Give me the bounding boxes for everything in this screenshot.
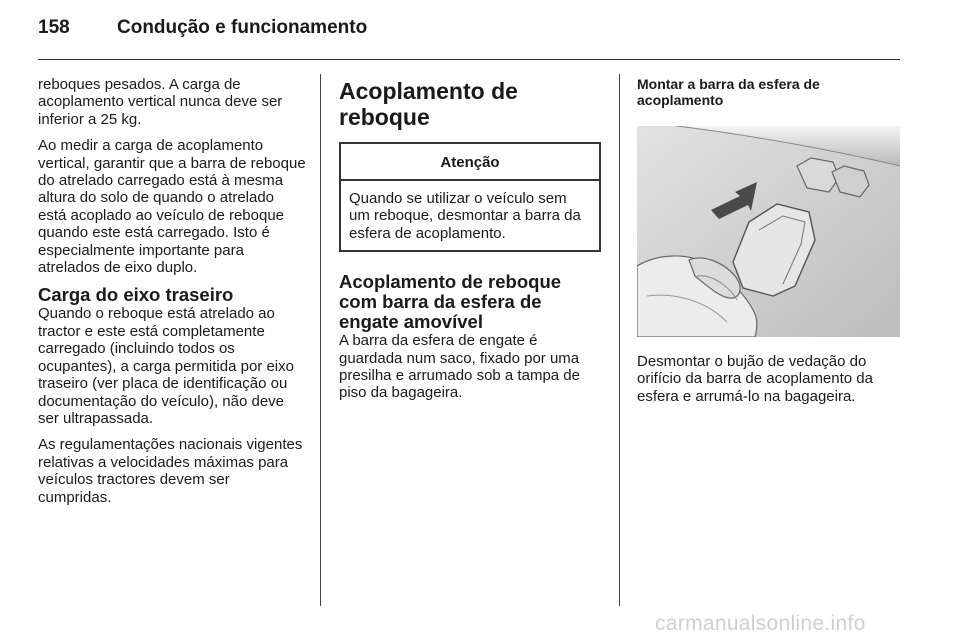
figure-caption: Desmontar o bujão de vedação do orifício da barra de acoplamento da esfera e arrumá-lo na bagageira. — [637, 353, 873, 405]
paragraph: As regulamentações nacionais vigentes relativas a velocidades máximas para veículos tractores devem ser cumpridas. — [38, 436, 303, 506]
paragraph: Ao medir a carga de acoplamento vertical, garantir que a barra de reboque do atrelado carregado está à mesma altura do solo de quando o atrelado está acoplado ao veículo de reboque quando este está carregado. Isto é especialmente importante para atrelados de eixo duplo. — [38, 137, 306, 277]
subsection-heading-mount-ball-bar: Montar a barra da esfera de acoplamento — [637, 76, 820, 108]
hand-removing-plug-illustration — [637, 126, 900, 337]
watermark: carmanualsonline.info — [655, 612, 866, 635]
section-heading-towbar: Acoplamento de reboque — [339, 78, 518, 130]
header-rule — [38, 59, 900, 60]
page-header-title: Condução e funcionamento — [117, 17, 368, 38]
column-right — [637, 76, 905, 414]
paragraph: Quando o reboque está atrelado ao tractor e este está completamente carregado (incluindo todos os ocupantes), a carga permitida por eixo traseiro (ver placa de identificação ou documentação do veículo), não deve ser ultrapassada. — [38, 305, 294, 427]
paragraph: reboques pesados. A carga de acoplamento vertical nunca deve ser inferior a 25 kg. — [38, 76, 283, 128]
warning-title: Atenção — [341, 144, 599, 181]
column-middle — [339, 76, 603, 411]
column-divider-right — [619, 74, 620, 606]
warning-box — [339, 142, 601, 252]
paragraph: A barra da esfera de engate é guardada num saco, fixado por uma presilha e arrumado sob a tampa de piso da bagageira. — [339, 332, 580, 402]
warning-body: Quando se utilizar o veículo sem um reboque, desmontar a barra da esfera de acoplamento. — [349, 190, 581, 242]
page-number: 158 — [38, 17, 70, 38]
column-divider-left — [320, 74, 321, 606]
section-heading-rear-axle-load: Carga do eixo traseiro — [38, 284, 234, 306]
column-left — [38, 76, 306, 515]
subsection-heading-detachable-towbar: Acoplamento de reboque com barra da esfera de engate amovível — [339, 271, 562, 333]
